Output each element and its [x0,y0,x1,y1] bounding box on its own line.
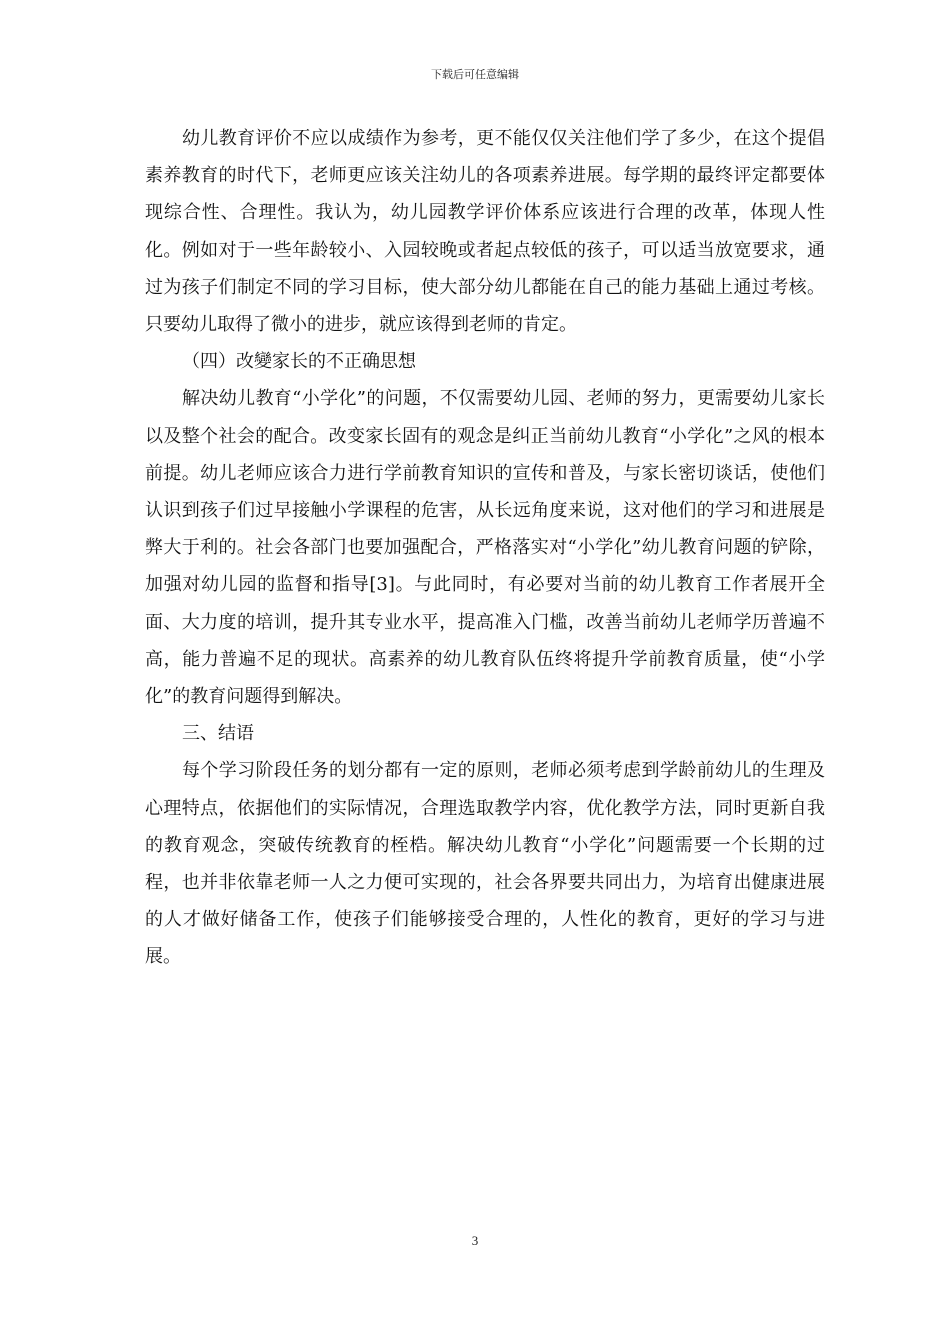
paragraph-evaluation: 幼儿教育评价不应以成绩作为参考，更不能仅仅关注他们学了多少，在这个提倡素养教育的时代下，老师更应该关注幼儿的各项素养进展。每学期的最终评定都要体现综合性、合理性。我认为，幼儿园教学评价体系应该进行合理的改革，体现人性化。例如对于一些年龄较小、入园较晚或者起点较低的孩子，可以适当放宽要求，通过为孩子们制定不同的学习目标，使大部分幼儿都能在自己的能力基础上通过考核。只要幼儿取得了微小的进步，就应该得到老师的肯定。 [145,128,825,336]
section-heading-conclusion: 三、结语 [182,723,254,745]
paragraph-conclusion: 每个学习阶段任务的划分都有一定的原则，老师必须考虑到学龄前幼儿的生理及心理特点，依据他们的实际情况，合理选取教学内容，优化教学方法，同时更新自我的教育观念，突破传统教育的桎梏。解决幼儿教育“小学化”问题需要一个长期的过程，也并非依靠老师一人之力便可实现的，社会各界要共同出力，为培育出健康进展的人才做好储备工作，使孩子们能够接受合理的，人性化的教育，更好的学习与进展。 [145,760,825,968]
section-heading-parents: （四）改變家长的不正确思想 [182,351,416,373]
page-number: 3 [471,1233,479,1248]
paragraph-parents: 解决幼儿教育“小学化”的问题，不仅需要幼儿园、老师的努力，更需要幼儿家长以及整个社会的配合。改变家长固有的观念是纠正当前幼儿教育“小学化”之风的根本前提。幼儿老师应该合力进行学前教育知识的宣传和普及，与家长密切谈话，使他们认识到孩子们过早接触小学课程的危害，从长远角度来说，这对他们的学习和进展是弊大于利的。社会各部门也要加强配合，严格落实对“小学化”幼儿教育问题的铲除，加强对幼儿园的监督和指导[3]。与此同时，有必要对当前的幼儿教育工作者展开全面、大力度的培训，提升其专业水平，提高准入门槛，改善当前幼儿老师学历普遍不高，能力普遍不足的现状。高素养的幼儿教育队伍终将提升学前教育质量，使“小学化”的教育问题得到解决。 [145,388,825,708]
page-header: 下载后可任意编辑 [431,68,519,81]
document-body [145,120,825,976]
